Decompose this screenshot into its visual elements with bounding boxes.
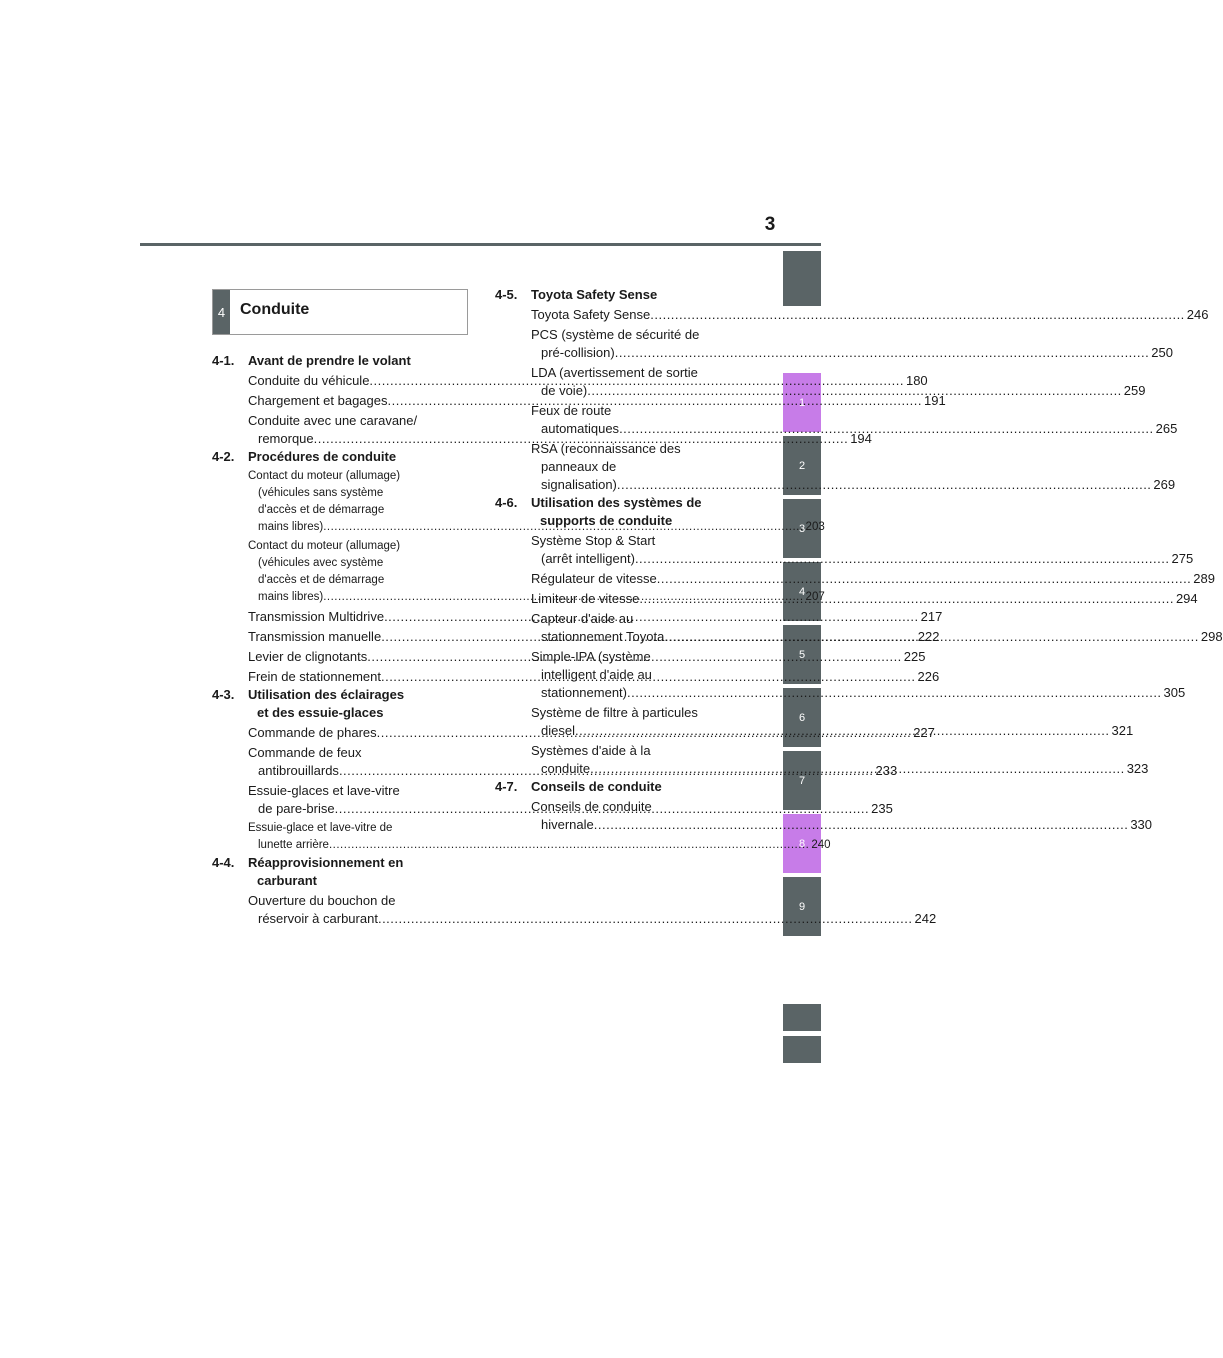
dot-leader: [619, 421, 1154, 436]
toc-entry-text: Transmission Multidrive: [248, 609, 385, 624]
toc-page-number: 294: [1175, 591, 1198, 606]
toc-entry[interactable]: [248, 392, 946, 410]
dot-leader: [635, 551, 1170, 566]
chapter-tab-label: 9: [798, 900, 806, 913]
toc-entry-text: Feux de route: [531, 403, 612, 418]
toc-section-title: Avant de prendre le volant: [248, 353, 411, 368]
toc-entry-text: intelligent d'aide au: [541, 667, 652, 682]
toc-entry-text: Chargement et bagages: [248, 393, 388, 408]
chapter-tab[interactable]: [783, 251, 821, 306]
toc-entry-text: Transmission manuelle: [248, 629, 382, 644]
toc-entry-text: Commande de phares: [248, 725, 377, 740]
chapter-tab-label: 2: [798, 459, 806, 472]
toc-page-number: 259: [1123, 383, 1146, 398]
toc-entry-text: (véhicules avec système: [258, 557, 384, 569]
chapter-tab-label: 4: [798, 585, 806, 598]
toc-page-number: 226: [917, 669, 940, 684]
toc-page-number: 289: [1193, 571, 1215, 586]
toc-entry-text: Systèmes d'aide à la: [531, 743, 651, 758]
toc-entry-text: Conseils de conduite: [531, 799, 652, 814]
dot-leader: [590, 761, 1125, 776]
section-header: [212, 289, 468, 335]
toc-page-number: 321: [1111, 723, 1134, 738]
toc-entry-text: Conduite avec une caravane/: [248, 413, 418, 428]
toc-entry[interactable]: [248, 892, 937, 928]
toc-page-number: 222: [917, 629, 940, 644]
dot-leader: [627, 685, 1162, 700]
toc-page-number: 265: [1155, 421, 1178, 436]
dot-leader: [639, 591, 1174, 606]
toc-entry-text: (arrêt intelligent): [541, 551, 635, 566]
toc-entry-text: Régulateur de vitesse: [531, 571, 657, 586]
toc-section-title: Réapprovisionnement en carburant: [248, 855, 404, 888]
toc-page-number: 246: [1186, 307, 1209, 322]
toc-entry-text: Contact du moteur (allumage): [248, 470, 401, 482]
toc-page-number: 194: [850, 431, 872, 446]
toc-section-heading[interactable]: [495, 286, 743, 304]
toc-entry-text: stationnement): [541, 685, 627, 700]
toc-section-heading[interactable]: [495, 778, 743, 796]
toc-page-number: 305: [1163, 685, 1186, 700]
toc-entry-text: signalisation): [541, 477, 617, 492]
dot-leader: [594, 817, 1129, 832]
toc-section-heading[interactable]: [495, 494, 743, 530]
toc-entry-text: automatiques: [541, 421, 620, 436]
toc-entry-text: Essuie-glace et lave-vitre de: [248, 822, 393, 834]
toc-page-number: 227: [913, 725, 935, 740]
toc-page-number: 191: [924, 393, 946, 408]
toc-entry-text: Contact du moteur (allumage): [248, 540, 401, 552]
toc-section-heading[interactable]: [212, 686, 460, 722]
toc-page-number: 330: [1130, 817, 1153, 832]
toc-page-number: 180: [905, 373, 928, 388]
toc-section-title: Utilisation des éclairages et des essuie-glaces: [248, 687, 405, 720]
toc-page-number: 225: [903, 649, 926, 664]
toc-entry-text: pré-collision): [541, 345, 615, 360]
toc-page-number: 207: [805, 591, 825, 603]
toc-entry-text: remorque: [258, 431, 314, 446]
chapter-tab-label: 1: [798, 396, 806, 409]
chapter-tab[interactable]: [783, 1004, 821, 1031]
toc-entry-text: Capteur d'aide au: [531, 611, 634, 626]
toc-section-number: 4-4.: [212, 855, 235, 870]
chapter-tab-label: 5: [798, 648, 806, 661]
toc-section-heading[interactable]: [212, 352, 460, 370]
toc-section-title: Conseils de conduite: [531, 779, 662, 794]
toc-entry-text: Système Stop & Start: [531, 533, 656, 548]
toc-entry-text: Commande de feux: [248, 745, 362, 760]
toc-entry-text: Ouverture du bouchon de: [248, 893, 396, 908]
dot-leader: [664, 629, 1199, 644]
toc-section-number: 4-1.: [212, 353, 235, 368]
toc-entry[interactable]: [531, 306, 1209, 324]
toc-entry-text: stationnement Toyota: [541, 629, 665, 644]
toc-page-number: 269: [1153, 477, 1176, 492]
toc-section-heading[interactable]: [212, 448, 460, 466]
toc-section-number: 4-5.: [495, 287, 518, 302]
toc-entry-text: Système de filtre à particules: [531, 705, 698, 720]
toc-entry-text: LDA (avertissement de sortie: [531, 365, 698, 380]
toc-page-number: 203: [805, 521, 825, 533]
section-title: Conduite: [240, 301, 310, 318]
toc-section-title: Toyota Safety Sense: [531, 287, 658, 302]
toc-section-number: 4-6.: [495, 495, 518, 510]
toc-entry-text: antibrouillards: [258, 763, 339, 778]
chapter-tab-label: 8: [798, 837, 806, 850]
toc-entry-text: panneaux de: [541, 459, 617, 474]
chapter-tab[interactable]: [783, 1036, 821, 1063]
toc-entry-text: Toyota Safety Sense: [531, 307, 651, 322]
toc-section-number: 4-7.: [495, 779, 518, 794]
chapter-tab-label: 3: [798, 522, 806, 535]
dot-leader: [615, 345, 1150, 360]
toc-section-title: Utilisation des systèmes de supports de conduite: [531, 495, 702, 528]
toc-page-number: 240: [811, 839, 831, 851]
toc-page-number: 235: [871, 801, 893, 816]
toc-entry[interactable]: [531, 402, 1178, 438]
toc-entry-text: Frein de stationnement: [248, 669, 381, 684]
toc-page-number: 323: [1126, 761, 1149, 776]
toc-section-number: 4-3.: [212, 687, 235, 702]
chapter-tab-label: 6: [798, 711, 806, 724]
toc-entry[interactable]: [531, 440, 1176, 494]
chapter-tab[interactable]: [783, 877, 821, 936]
header-rule: [140, 243, 821, 246]
toc-section: [212, 854, 937, 928]
dot-leader: [587, 383, 1122, 398]
toc-entry-text: de pare-brise: [258, 801, 335, 816]
toc-entry-text: Conduite du véhicule: [248, 373, 370, 388]
dot-leader: [575, 723, 1110, 738]
toc-entry-text: d'accès et de démarrage: [258, 574, 385, 586]
toc-entry-text: de voie): [541, 383, 588, 398]
toc-entry-text: Simple-IPA (système: [531, 649, 651, 664]
toc-entry[interactable]: [531, 570, 1215, 588]
toc-entry-text: d'accès et de démarrage: [258, 504, 385, 516]
toc-entry-text: réservoir à carburant: [258, 911, 378, 926]
toc-entry-text: lunette arrière: [258, 839, 329, 851]
toc-entry-text: PCS (système de sécurité de: [531, 327, 700, 342]
page-number: 3: [764, 214, 776, 235]
dot-leader: [329, 839, 809, 851]
toc-page-number: 242: [914, 911, 937, 926]
dot-leader: [657, 571, 1192, 586]
toc-section-number: 4-2.: [212, 449, 235, 464]
chapter-tab-label: 7: [798, 774, 806, 787]
toc-page-number: 298: [1200, 629, 1223, 644]
dot-leader: [617, 477, 1152, 492]
toc-entry-text: Essuie-glaces et lave-vitre: [248, 783, 400, 798]
toc-entry-text: RSA (reconnaissance des: [531, 441, 681, 456]
toc-entry-text: conduite: [541, 761, 591, 776]
toc-entry-text: Limiteur de vitesse: [531, 591, 640, 606]
toc-page-number: 233: [875, 763, 898, 778]
toc-page-number: 250: [1151, 345, 1173, 360]
toc-entry-text: mains libres): [258, 521, 324, 533]
toc-entry-text: (véhicules sans système: [258, 487, 384, 499]
toc-entry-text: mains libres): [258, 591, 324, 603]
toc-entry[interactable]: [531, 532, 1194, 568]
toc-entry-text: hivernale: [541, 817, 594, 832]
toc-entry[interactable]: [531, 326, 1173, 362]
dot-leader: [650, 307, 1185, 322]
dot-leader: [378, 911, 913, 926]
section-number: 4: [213, 290, 230, 334]
toc-section-heading[interactable]: [212, 854, 460, 890]
toc-section-title: Procédures de conduite: [248, 449, 397, 464]
toc-entry-text: Levier de clignotants: [248, 649, 368, 664]
toc-page-number: 217: [920, 609, 943, 624]
toc-page-number: 275: [1171, 551, 1194, 566]
toc-entry-text: diesel: [541, 723, 575, 738]
